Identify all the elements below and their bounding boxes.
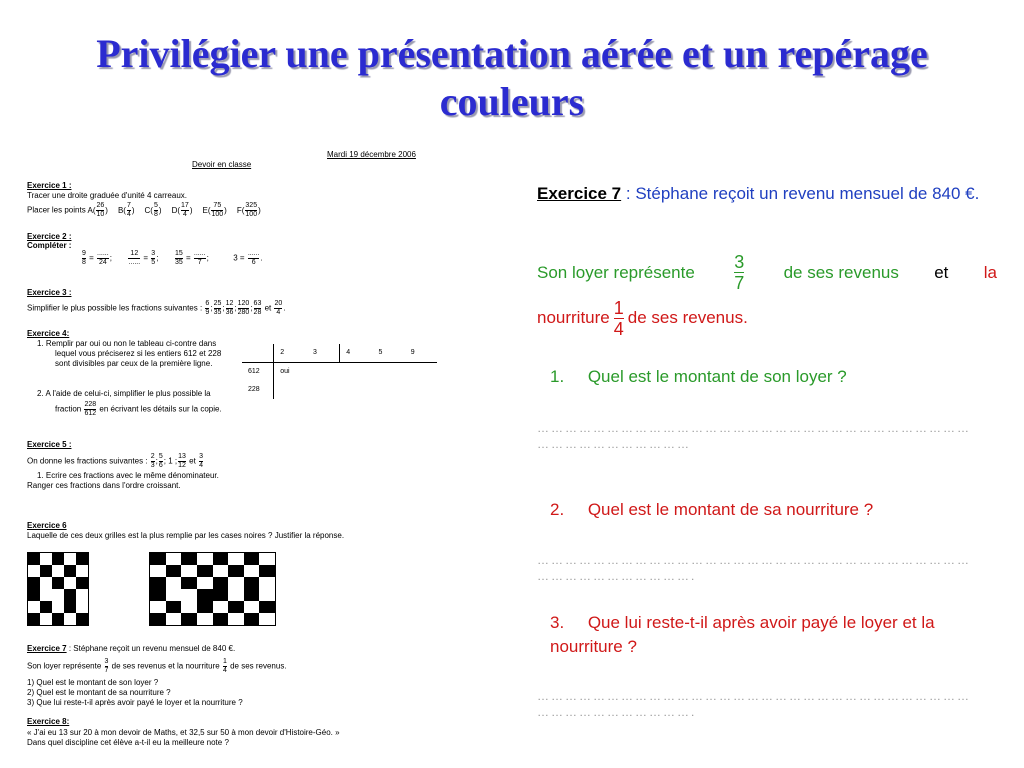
fraction-3-7: 3 7	[734, 252, 745, 293]
grid-cell	[52, 589, 64, 601]
grid-cell	[40, 601, 52, 613]
grid-cell	[28, 601, 40, 613]
grid-cell	[181, 601, 197, 613]
grid-cell	[150, 553, 166, 565]
doc-heading: Devoir en classe	[192, 160, 252, 169]
ex7-title: Exercice 7	[537, 184, 622, 203]
ex4-line4: 2. A l'aide de celui-ci, simplifier le plus possible la	[37, 389, 211, 398]
ex1-point: F( $\frac{325}{100}$ )	[236, 202, 261, 218]
grid-cell	[259, 613, 275, 625]
ex8-line2: Dans quel discipline cet élève a-t-il eu la meilleure note ?	[27, 738, 229, 747]
ex5-title: Exercice 5 :	[27, 440, 72, 449]
answer-dots-1[interactable]: ………………………………………………………………………………… ……………………………	[537, 421, 971, 451]
ex7-doc-q1: 1) Quel est le montant de son loyer ?	[27, 678, 159, 687]
grid-cell	[64, 577, 76, 589]
grid-cell	[259, 553, 275, 565]
ex6-line1: Laquelle de ces deux grilles est la plus remplie par les cases noires ? Justifier la réponse.	[27, 531, 345, 540]
ex7-intro-text: : Stéphane reçoit un revenu mensuel de 840 €.	[625, 184, 980, 203]
grid-cell	[197, 589, 213, 601]
grid-cell	[28, 577, 40, 589]
ex4-table-header-cell: 5	[378, 349, 383, 356]
ex7-nourriture-line: nourriture $\frac{1}{4}$ de ses revenus.	[537, 298, 748, 339]
grid-cell	[52, 565, 64, 577]
grid-cell	[40, 565, 52, 577]
grid-cell	[166, 553, 182, 565]
grid-cell	[76, 565, 88, 577]
grid-cell	[213, 577, 229, 589]
grid-cell	[228, 589, 244, 601]
grid-cell	[52, 601, 64, 613]
grid-cell	[228, 553, 244, 565]
ex4-line2: lequel vous préciserez si les entiers 612 et 228	[55, 349, 222, 358]
fraction-1-4: $\frac{1}{4}$	[613, 298, 624, 339]
grid-cell	[166, 565, 182, 577]
grid-cell	[259, 577, 275, 589]
grid-cell	[181, 589, 197, 601]
ex2-title: Exercice 2 :	[27, 232, 72, 241]
grid-cell	[28, 613, 40, 625]
question-2: 2. Quel est le montant de sa nourriture ?	[550, 500, 874, 519]
grid-cell	[244, 577, 260, 589]
grid-cell	[228, 613, 244, 625]
question-1: 1. Quel est le montant de son loyer ?	[550, 367, 847, 386]
grid-cell	[150, 577, 166, 589]
ex7-doc-q2: 2) Quel est le montant de sa nourriture ?	[27, 688, 171, 697]
grid-cell	[166, 613, 182, 625]
grid-cell	[213, 589, 229, 601]
ex1-point: B( $\frac{7}{4}$ )	[117, 202, 135, 218]
grid-cell	[259, 589, 275, 601]
grid-cell	[213, 613, 229, 625]
grid-cell	[40, 553, 52, 565]
ex7-doc-q3: 3) Que lui reste-t-il après avoir payé le loyer et la nourriture ?	[27, 698, 243, 707]
grid-cell	[244, 601, 260, 613]
grid-cell	[244, 565, 260, 577]
ex4-line5: fraction $\frac{228}{612}$ en écrivant les détails sur la copie.	[55, 401, 222, 417]
ex5-line1: On donne les fractions suivantes : $\frac{2}{3}$ ; $\frac{5}{6}$ ; 1 ; $\frac{13}{12}$ et $\frac{3}{4}$	[27, 453, 203, 469]
grid-cell	[181, 613, 197, 625]
ex1-point: A( $\frac{26}{10}$ )	[87, 202, 108, 218]
grid-cell	[244, 613, 260, 625]
ex2-fractions: $\frac{9}{8}$ = $\frac{......}{24}$ ; $\frac{12}{......}$ = $\frac{3}{5}$ ; $\frac{15}{35}$ = $\frac{......}{7}$ ; 3 = $\frac{......}{6}$ .	[82, 250, 263, 266]
grid-cell	[181, 577, 197, 589]
grid-cell	[197, 553, 213, 565]
ex6-title: Exercice 6	[27, 521, 67, 530]
ex4-table-header-cell: 2	[280, 349, 285, 356]
grid-cell	[40, 589, 52, 601]
slide-title: Privilégier une présentation aérée et un repérage couleurs	[96, 31, 928, 124]
ex3-line1: Simplifier le plus possible les fractions suivantes : $\frac{6}{9}$ ; $\frac{25}{35}$ ; $\frac{12}{36}$ ; $\frac{120}{280}$ ; $\frac{63}{28}$ et $\frac{20}{4}$ .	[27, 300, 286, 316]
grid-cell	[28, 565, 40, 577]
answer-dots-2[interactable]: ………………………………………………………………………………… …………………………….	[537, 553, 971, 583]
grid-cell	[52, 553, 64, 565]
ex5-line2: 1. Ecrire ces fractions avec le même dénominateur.	[37, 471, 219, 480]
ex8-title: Exercice 8:	[27, 717, 70, 726]
ex4-line1: 1. Remplir par oui ou non le tableau ci-contre dans	[37, 339, 217, 348]
grid-cell	[150, 613, 166, 625]
grid-cell	[228, 601, 244, 613]
ex7-doc-line1: Exercice 7 : Stéphane reçoit un revenu mensuel de 840 €.	[27, 644, 236, 653]
grid-cell	[64, 589, 76, 601]
grid-cell	[244, 553, 260, 565]
ex4-table-header-cell: 9	[410, 349, 415, 356]
ex8-line1: « J'ai eu 13 sur 20 à mon devoir de Maths, et 32,5 sur 50 à mon devoir d'Histoire-Géo. »	[27, 728, 340, 737]
grid-cell	[52, 613, 64, 625]
grid-cell	[40, 577, 52, 589]
grid-cell	[76, 589, 88, 601]
grid-cell	[76, 613, 88, 625]
grid-cell	[213, 565, 229, 577]
grid-cell	[213, 601, 229, 613]
grid-cell	[244, 589, 260, 601]
worksheet-thumbnail	[27, 148, 437, 763]
grid-cell	[181, 565, 197, 577]
grid-cell	[228, 577, 244, 589]
ex4-line3: sont divisibles par ceux de la première ligne.	[55, 359, 213, 368]
ex4-table-header-cell: 3	[307, 344, 340, 363]
ex3-text: Simplifier le plus possible les fractions suivantes :	[27, 303, 203, 313]
grid-cell	[64, 613, 76, 625]
grid-cell	[150, 589, 166, 601]
grid-cell	[197, 577, 213, 589]
ex4-table: 2 3 4 5 9 612 oui 228	[242, 344, 437, 399]
ex7-doc-line2: Son loyer représente $\frac{3}{7}$ de ses revenus et la nourriture $\frac{1}{4}$ de ses revenus.	[27, 658, 287, 674]
grid-left	[27, 552, 89, 626]
grid-cell	[64, 553, 76, 565]
grid-cell	[40, 613, 52, 625]
grid-cell	[166, 589, 182, 601]
ex7-intro	[537, 182, 997, 206]
doc-date: Mardi 19 décembre 2006	[327, 150, 416, 159]
answer-dots-3[interactable]: ………………………………………………………………………………… …………………………….	[537, 689, 971, 719]
ex4-table-header-cell: 4	[346, 349, 351, 356]
ex1-point: D( $\frac{17}{4}$ )	[171, 202, 193, 218]
ex2-line1: Compléter :	[27, 241, 72, 250]
ex4-title: Exercice 4:	[27, 329, 70, 338]
ex1-points: Placer les points A( $\frac{26}{10}$ ) B( $\frac{7}{4}$ ) C( $\frac{5}{8}$ ) D( $\frac{17}{4}$ ) E( $\frac{75}{100}$ ) F( $\frac{325}{100}$ )	[27, 202, 261, 218]
grid-cell	[64, 565, 76, 577]
grid-cell	[259, 565, 275, 577]
grid-cell	[259, 601, 275, 613]
grid-cell	[28, 589, 40, 601]
grid-cell	[181, 553, 197, 565]
grid-cell	[64, 601, 76, 613]
ex3-title: Exercice 3 :	[27, 288, 72, 297]
grid-cell	[197, 601, 213, 613]
grid-cell	[76, 601, 88, 613]
grid-cell	[150, 565, 166, 577]
grid-cell	[150, 601, 166, 613]
grid-cell	[166, 577, 182, 589]
ex7-loyer-line: Son loyer représente 3 7 de ses revenus et la	[537, 252, 997, 293]
grid-cell	[76, 553, 88, 565]
grid-cell	[166, 601, 182, 613]
question-3: 3. Que lui reste-t-il après avoir payé le loyer et la nourriture ?	[550, 613, 935, 656]
grid-cell	[197, 565, 213, 577]
ex1-line1: Tracer une droite graduée d'unité 4 carreaux.	[27, 191, 187, 200]
grid-cell	[213, 553, 229, 565]
grid-cell	[76, 577, 88, 589]
ex5-line3: Ranger ces fractions dans l'ordre croissant.	[27, 481, 181, 490]
grid-right	[149, 552, 276, 626]
grid-cell	[228, 565, 244, 577]
grid-cell	[28, 553, 40, 565]
ex1-title: Exercice 1 :	[27, 181, 72, 190]
ex1-point: C( $\frac{5}{8}$ )	[144, 202, 162, 218]
grid-cell	[52, 577, 64, 589]
grid-cell	[197, 613, 213, 625]
ex1-point: E( $\frac{75}{100}$ )	[202, 202, 227, 218]
